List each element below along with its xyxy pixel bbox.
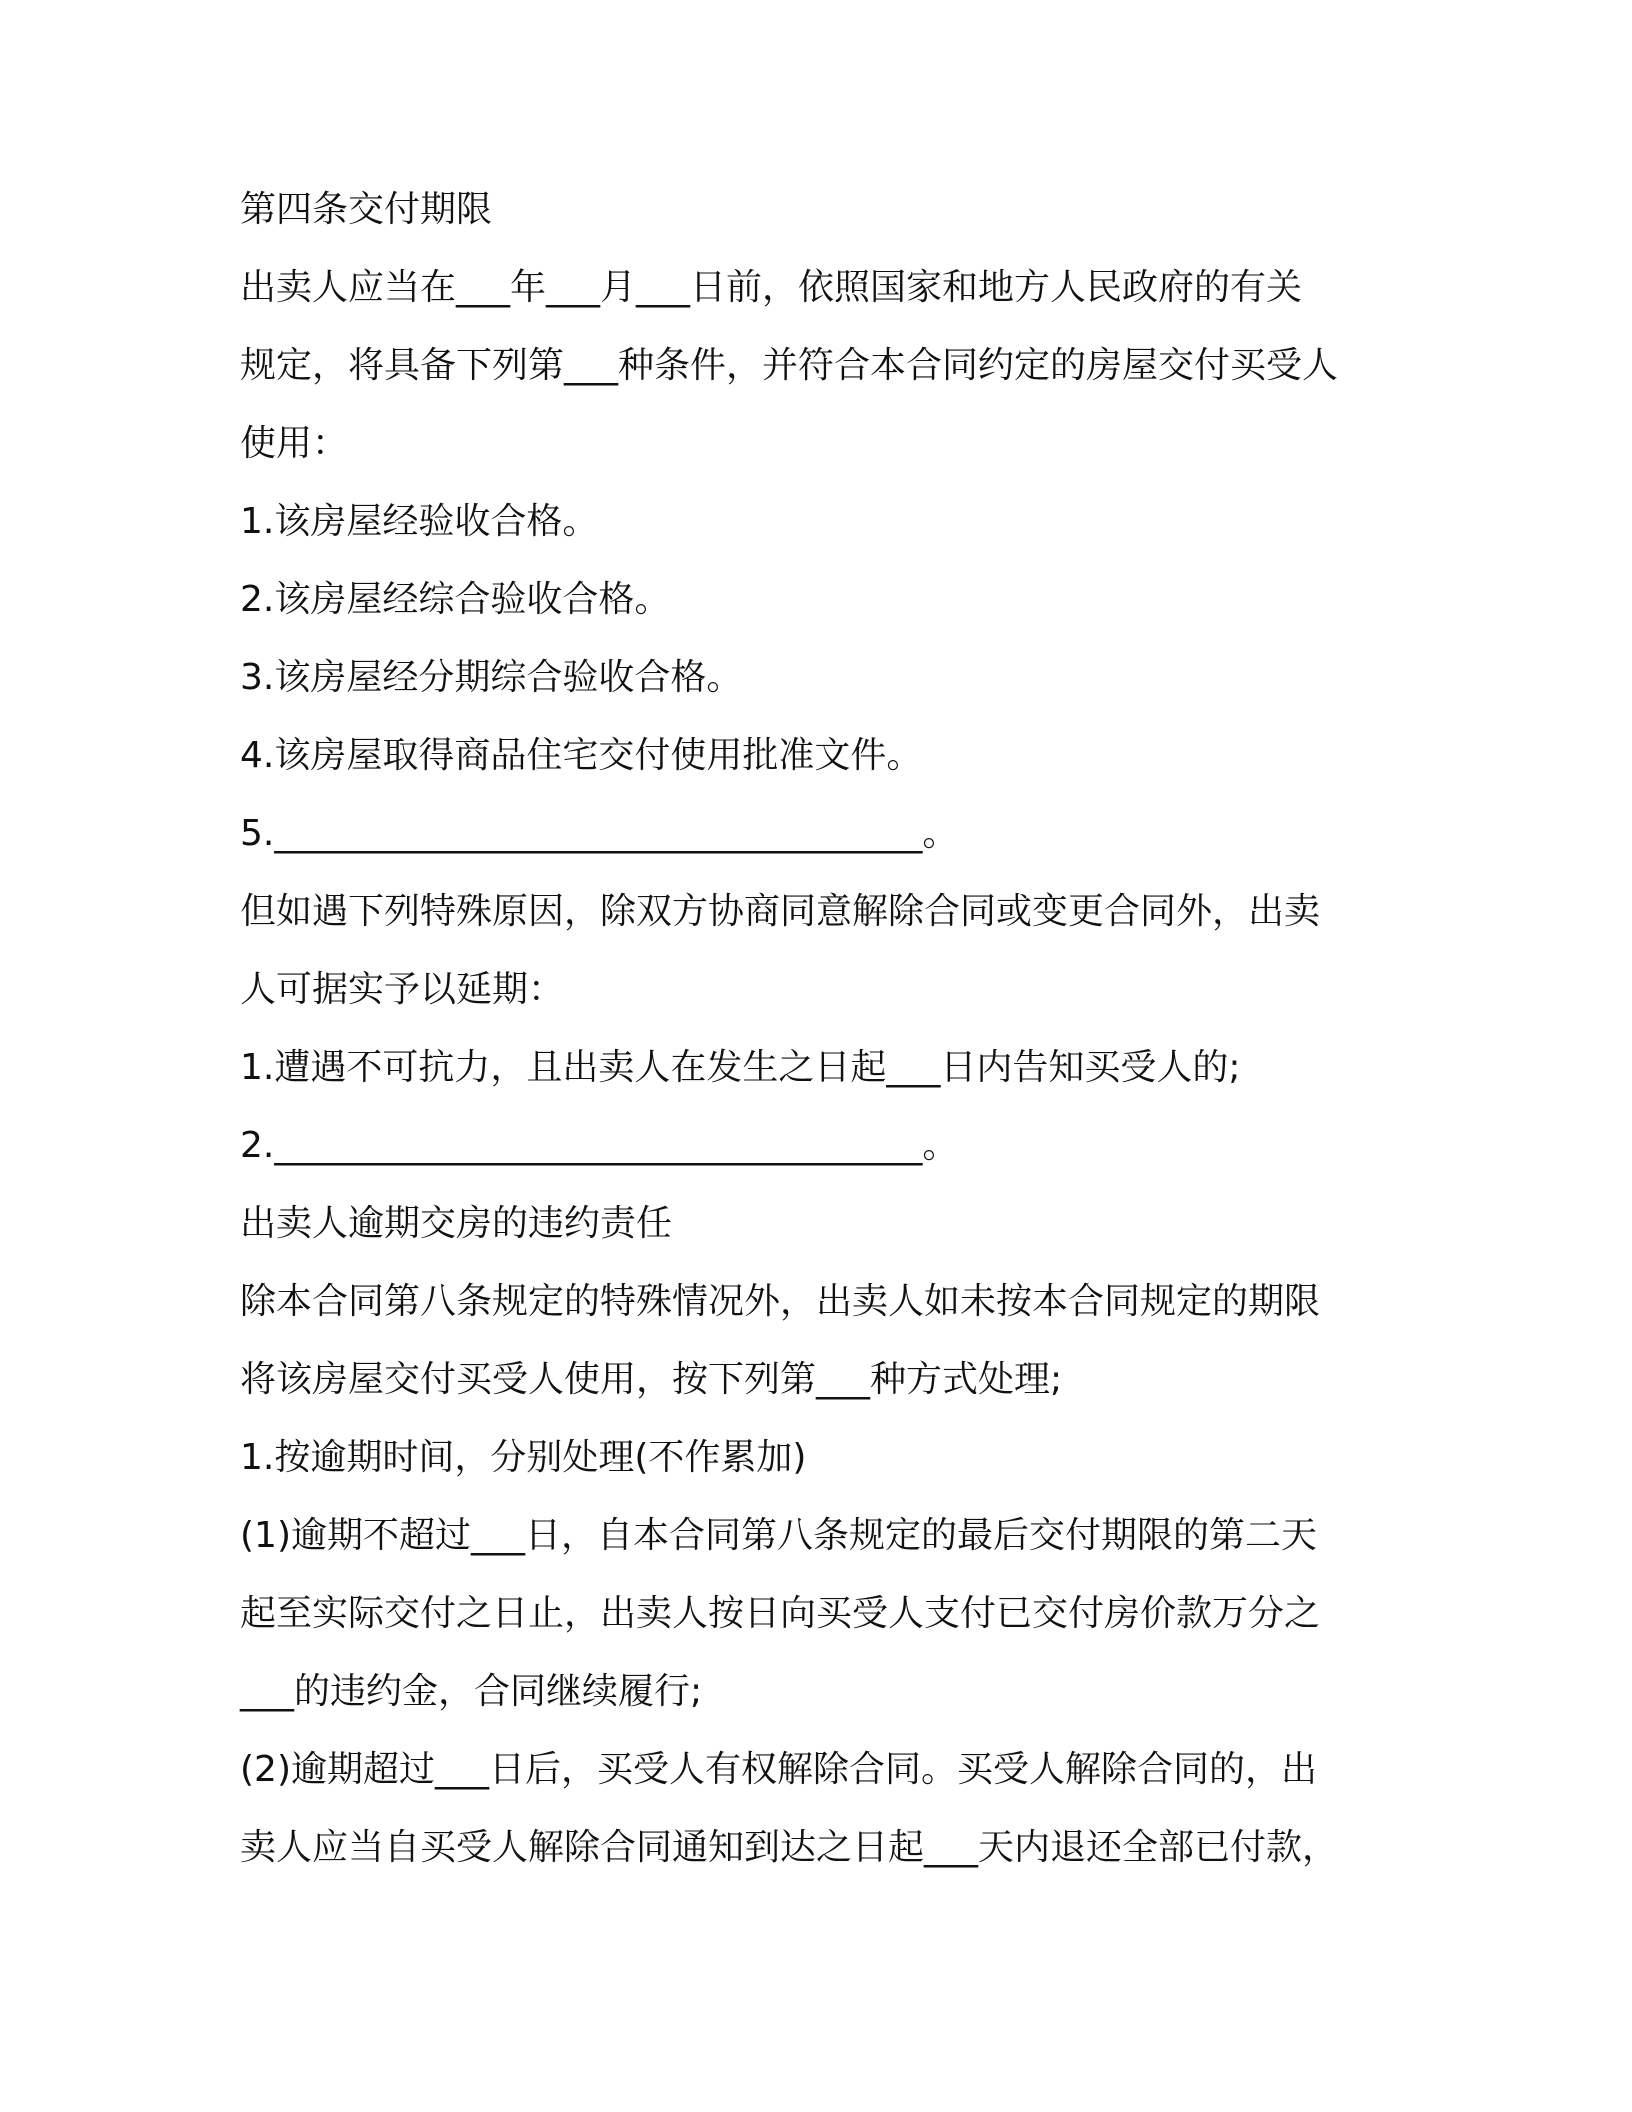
paragraph-line: 除本合同第八条规定的特殊情况外，出卖人如未按本合同规定的期限	[240, 1281, 1321, 1322]
document-body	[240, 188, 1420, 1904]
list-item-blank: 2.____________________________________。	[240, 1125, 959, 1166]
paragraph-line: 人可据实予以延期：	[240, 969, 565, 1010]
section-heading-liability: 出卖人逾期交房的违约责任	[240, 1203, 673, 1244]
sub-item: (1)逾期不超过___日，自本合同第八条规定的最后交付期限的第二天	[240, 1515, 1317, 1556]
paragraph-line: 将该房屋交付买受人使用，按下列第___种方式处理;	[240, 1359, 1063, 1400]
paragraph-line: 但如遇下列特殊原因，除双方协商同意解除合同或变更合同外，出卖	[240, 891, 1321, 932]
paragraph-line: ___的违约金，合同继续履行;	[240, 1671, 703, 1712]
list-item: 1.该房屋经验收合格。	[240, 501, 599, 542]
paragraph-line: 卖人应当自买受人解除合同通知到达之日起___天内退还全部已付款，	[240, 1827, 1339, 1868]
paragraph-line: 使用：	[240, 423, 349, 464]
section-heading-delivery-deadline: 第四条交付期限	[240, 189, 493, 230]
list-item: 1.按逾期时间，分别处理(不作累加)	[240, 1437, 807, 1478]
list-item: 4.该房屋取得商品住宅交付使用批准文件。	[240, 735, 923, 776]
sub-item: (2)逾期超过___日后，买受人有权解除合同。买受人解除合同的，出	[240, 1749, 1317, 1790]
paragraph-line: 起至实际交付之日止，出卖人按日向买受人支付已交付房价款万分之	[240, 1593, 1321, 1634]
list-item-blank: 5.____________________________________。	[240, 813, 959, 854]
paragraph-line: 出卖人应当在___年___月___日前，依照国家和地方人民政府的有关	[240, 267, 1303, 308]
list-item: 3.该房屋经分期综合验收合格。	[240, 657, 743, 698]
list-item: 2.该房屋经综合验收合格。	[240, 579, 671, 620]
list-item: 1.遭遇不可抗力，且出卖人在发生之日起___日内告知买受人的;	[240, 1047, 1241, 1088]
paragraph-line: 规定，将具备下列第___种条件，并符合本合同约定的房屋交付买受人	[240, 345, 1339, 386]
